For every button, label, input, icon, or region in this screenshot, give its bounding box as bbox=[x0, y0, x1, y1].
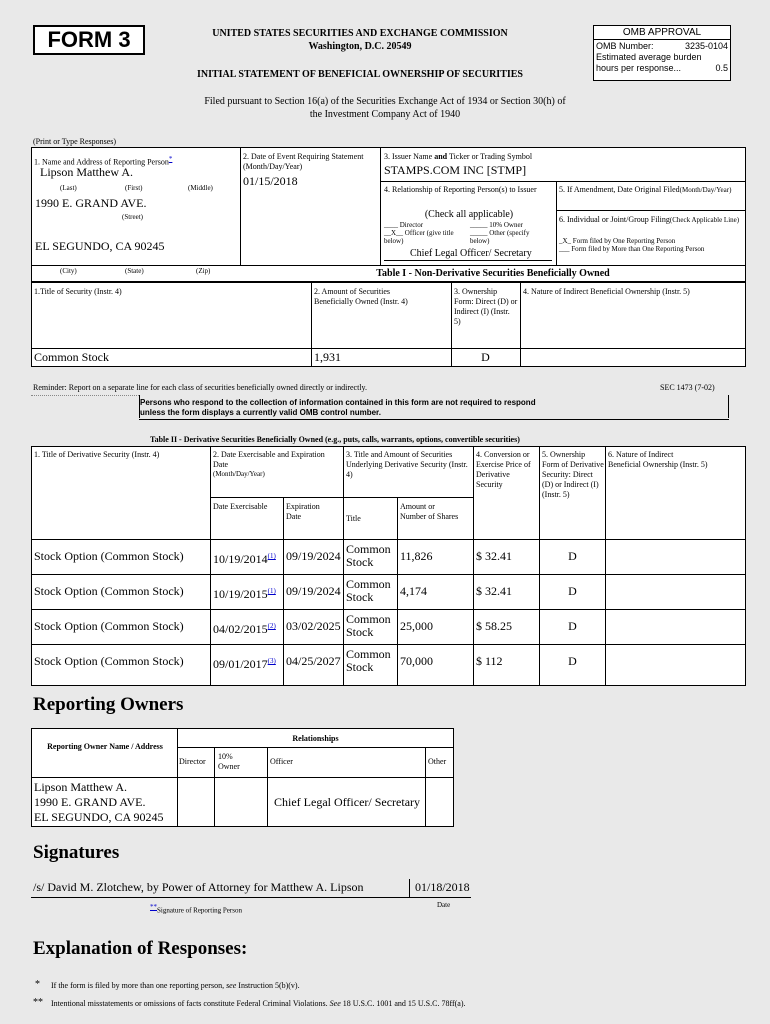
footnote-double-star-mark: ** bbox=[33, 997, 43, 1008]
relationships-header: Relationships bbox=[292, 734, 339, 743]
date-exercisable: 10/19/2015$^{(1)}$ bbox=[213, 587, 276, 601]
form-label: FORM 3 bbox=[47, 27, 131, 52]
table2-header-nature: 6. Nature of Indirect Beneficial Ownership (Instr. 5) bbox=[608, 450, 708, 469]
box2-label: 2. Date of Event Requiring Statement (Month/Day/Year) bbox=[243, 152, 364, 171]
expiration-date: 04/25/2027 bbox=[286, 654, 341, 668]
check-all-label: (Check all applicable) bbox=[424, 209, 514, 220]
underlying-title: Common Stock bbox=[346, 577, 391, 604]
state-label: (State) bbox=[125, 267, 144, 275]
reporting-owner-col-header: Reporting Owner Name / Address bbox=[47, 742, 163, 751]
omb-notice-line2: unless the form displays a currently valid OMB control number. bbox=[140, 408, 381, 417]
director-checkbox: ____ Director bbox=[384, 221, 424, 229]
signature-value: /s/ David M. Zlotchew, by Power of Attorney for Matthew A. Lipson bbox=[33, 880, 364, 894]
table2-sub-amount: Amount or Number of Shares bbox=[400, 502, 459, 521]
underlying-title: Common Stock bbox=[346, 647, 391, 674]
director-header: Director bbox=[179, 757, 206, 766]
derivative-title: Stock Option (Common Stock) bbox=[34, 549, 184, 563]
date-exercisable: 04/02/2015$^{(2)}$ bbox=[213, 622, 276, 636]
table1-ownership-form: D bbox=[481, 350, 490, 364]
expiration-date: 09/19/2024 bbox=[286, 549, 341, 563]
exercise-price: $ 32.41 bbox=[476, 549, 512, 563]
city-label: (City) bbox=[60, 267, 77, 275]
ownership-form: D bbox=[568, 654, 577, 668]
derivative-title: Stock Option (Common Stock) bbox=[34, 654, 184, 668]
event-date: 01/15/2018 bbox=[243, 174, 298, 188]
omb-hours-label: hours per response... bbox=[596, 63, 682, 73]
footnote-star-mark: * bbox=[35, 979, 40, 990]
signature-label: **Signature of Reporting Person bbox=[150, 903, 242, 915]
underlying-title: Common Stock bbox=[346, 612, 391, 639]
exercise-price: $ 32.41 bbox=[476, 584, 512, 598]
reminder-text: Reminder: Report on a separate line for each class of securities beneficially owned directly or indirectly. bbox=[33, 383, 368, 392]
filed-pursuant-line2: the Investment Company Act of 1940 bbox=[309, 109, 461, 120]
table1-security-title: Common Stock bbox=[34, 350, 110, 364]
box6-label: 6. Individual or Joint/Group Filing(Check Applicable Line) bbox=[559, 215, 740, 224]
table1-header-title: 1.Title of Security (Instr. 4) bbox=[34, 287, 122, 296]
box1-label: 1. Name and Address of Reporting Person* bbox=[34, 155, 173, 167]
street-label: (Street) bbox=[122, 213, 143, 221]
owner-officer-title: Chief Legal Officer/ Secretary bbox=[274, 795, 421, 809]
exercise-price: $ 58.25 bbox=[476, 619, 512, 633]
underlying-amount: 70,000 bbox=[400, 654, 433, 668]
underlying-amount: 11,826 bbox=[400, 549, 433, 563]
signature-date: 01/18/2018 bbox=[415, 880, 470, 894]
date-exercisable: 09/01/2017$^{(3)}$ bbox=[213, 657, 276, 671]
other-header: Other bbox=[428, 757, 447, 766]
signatures-heading: Signatures bbox=[33, 842, 120, 863]
footnote-star-text: If the form is filed by more than one reporting person, see Instruction 5(b)(v). bbox=[51, 981, 300, 990]
reporting-owners-heading: Reporting Owners bbox=[33, 694, 184, 715]
omb-number-value: 3235-0104 bbox=[684, 41, 728, 51]
table1-header-nature: 4. Nature of Indirect Beneficial Ownership (Instr. 5) bbox=[523, 287, 690, 296]
form-title: INITIAL STATEMENT OF BENEFICIAL OWNERSHIP OF SECURITIES bbox=[196, 69, 523, 80]
ownership-form: D bbox=[568, 584, 577, 598]
last-label: (Last) bbox=[60, 184, 77, 192]
table2-title: Table II - Derivative Securities Beneficially Owned (e.g., puts, calls, warrants, options, convertible securities) bbox=[150, 435, 520, 444]
table2-header-ownership: 5. Ownership Form of Derivative Security: Direct (D) or Indirect (I) (Instr. 5) bbox=[542, 450, 604, 499]
table2-header-underlying: 3. Title and Amount of Securities Underlying Derivative Security (Instr. 4) bbox=[346, 450, 468, 479]
underlying-amount: 4,174 bbox=[400, 584, 427, 598]
table2-sub-date-exercisable: Date Exercisable bbox=[213, 502, 268, 511]
reporting-person-name: Lipson Matthew A. bbox=[40, 165, 133, 179]
ownership-form: D bbox=[568, 549, 577, 563]
ten-pct-checkbox: _____ 10% Owner bbox=[470, 221, 523, 229]
table2-header-price: 4. Conversion or Exercise Price of Derivative Security bbox=[476, 450, 531, 489]
omb-number-label: OMB Number: bbox=[596, 41, 654, 51]
box3-label: 3. Issuer Name and Ticker or Trading Symbol bbox=[384, 152, 533, 161]
table2-sub-title: Title bbox=[346, 514, 361, 523]
owner-name: Lipson Matthew A. bbox=[34, 780, 127, 794]
issuer-name: STAMPS.COM INC [STMP] bbox=[384, 163, 527, 177]
box4-label: 4. Relationship of Reporting Person(s) to Issuer bbox=[384, 185, 537, 194]
agency-name: UNITED STATES SECURITIES AND EXCHANGE COMMISSION bbox=[212, 28, 508, 39]
more-person-filing: ___ Form filed by More than One Reporting Person bbox=[559, 245, 705, 253]
ten-pct-owner-header: 10% Owner bbox=[218, 752, 240, 771]
table2-header-dates: 2. Date Exercisable and Expiration Date (Month/Day/Year) bbox=[213, 450, 325, 478]
omb-approval-box bbox=[593, 25, 731, 81]
table2-sub-expiration: Expiration Date bbox=[286, 502, 320, 521]
derivative-title: Stock Option (Common Stock) bbox=[34, 584, 184, 598]
underlying-amount: 25,000 bbox=[400, 619, 433, 633]
filed-pursuant-line1: Filed pursuant to Section 16(a) of the Securities Exchange Act of 1934 or Section 30(h) of bbox=[204, 96, 566, 107]
expiration-date: 03/02/2025 bbox=[286, 619, 341, 633]
agency-location: Washington, D.C. 20549 bbox=[308, 41, 412, 52]
exercise-price: $ 112 bbox=[476, 654, 503, 668]
table1-amount: 1,931 bbox=[314, 350, 341, 364]
box5-label: 5. If Amendment, Date Original Filed(Month/Day/Year) bbox=[559, 185, 732, 194]
table1-header-amount: 2. Amount of Securities Beneficially Owned (Instr. 4) bbox=[314, 287, 408, 306]
table1-header-form: 3. Ownership Form: Direct (D) or Indirect (I) (Instr. 5) bbox=[454, 287, 518, 326]
ownership-form: D bbox=[568, 619, 577, 633]
sec-number: SEC 1473 (7-02) bbox=[660, 383, 715, 392]
street-value: 1990 E. GRAND AVE. bbox=[35, 196, 147, 210]
officer-checkbox: __X__ Officer (give title below) bbox=[384, 229, 454, 245]
table1-title: Table I - Non-Derivative Securities Beneficially Owned bbox=[376, 268, 610, 279]
omb-title: OMB APPROVAL bbox=[594, 26, 730, 40]
date-label: Date bbox=[437, 901, 451, 909]
omb-notice-line1: Persons who respond to the collection of information contained in this form are not required to respond bbox=[140, 398, 536, 407]
city-value: EL SEGUNDO, CA 90245 bbox=[35, 239, 165, 253]
underlying-title: Common Stock bbox=[346, 542, 391, 569]
explanation-heading: Explanation of Responses: bbox=[33, 938, 248, 959]
footnote-double-star-text: Intentional misstatements or omissions of facts constitute Federal Criminal Violations. See 18 U.S.C. 1001 and 15 U.S.C. 78ff(a). bbox=[51, 999, 466, 1008]
date-exercisable: 10/19/2014$^{(1)}$ bbox=[213, 552, 276, 566]
officer-header: Officer bbox=[270, 757, 293, 766]
omb-hours-value: 0.5 bbox=[715, 63, 728, 73]
middle-label: (Middle) bbox=[188, 184, 213, 192]
owner-street: 1990 E. GRAND AVE. bbox=[34, 795, 146, 809]
derivative-title: Stock Option (Common Stock) bbox=[34, 619, 184, 633]
one-person-filing: _X_ Form filed by One Reporting Person bbox=[559, 237, 676, 245]
zip-label: (Zip) bbox=[196, 267, 211, 275]
first-label: (First) bbox=[125, 184, 143, 192]
print-note: (Print or Type Responses) bbox=[33, 137, 117, 146]
table2-header-title: 1. Title of Derivative Security (Instr. 4) bbox=[34, 450, 160, 459]
form-label-box bbox=[33, 25, 145, 55]
officer-title-value: Chief Legal Officer/ Secretary bbox=[410, 248, 532, 259]
omb-burden-label: Estimated average burden bbox=[596, 52, 702, 62]
other-checkbox: _____ Other (specify below) bbox=[470, 229, 530, 245]
owner-city: EL SEGUNDO, CA 90245 bbox=[34, 810, 164, 824]
expiration-date: 09/19/2024 bbox=[286, 584, 341, 598]
